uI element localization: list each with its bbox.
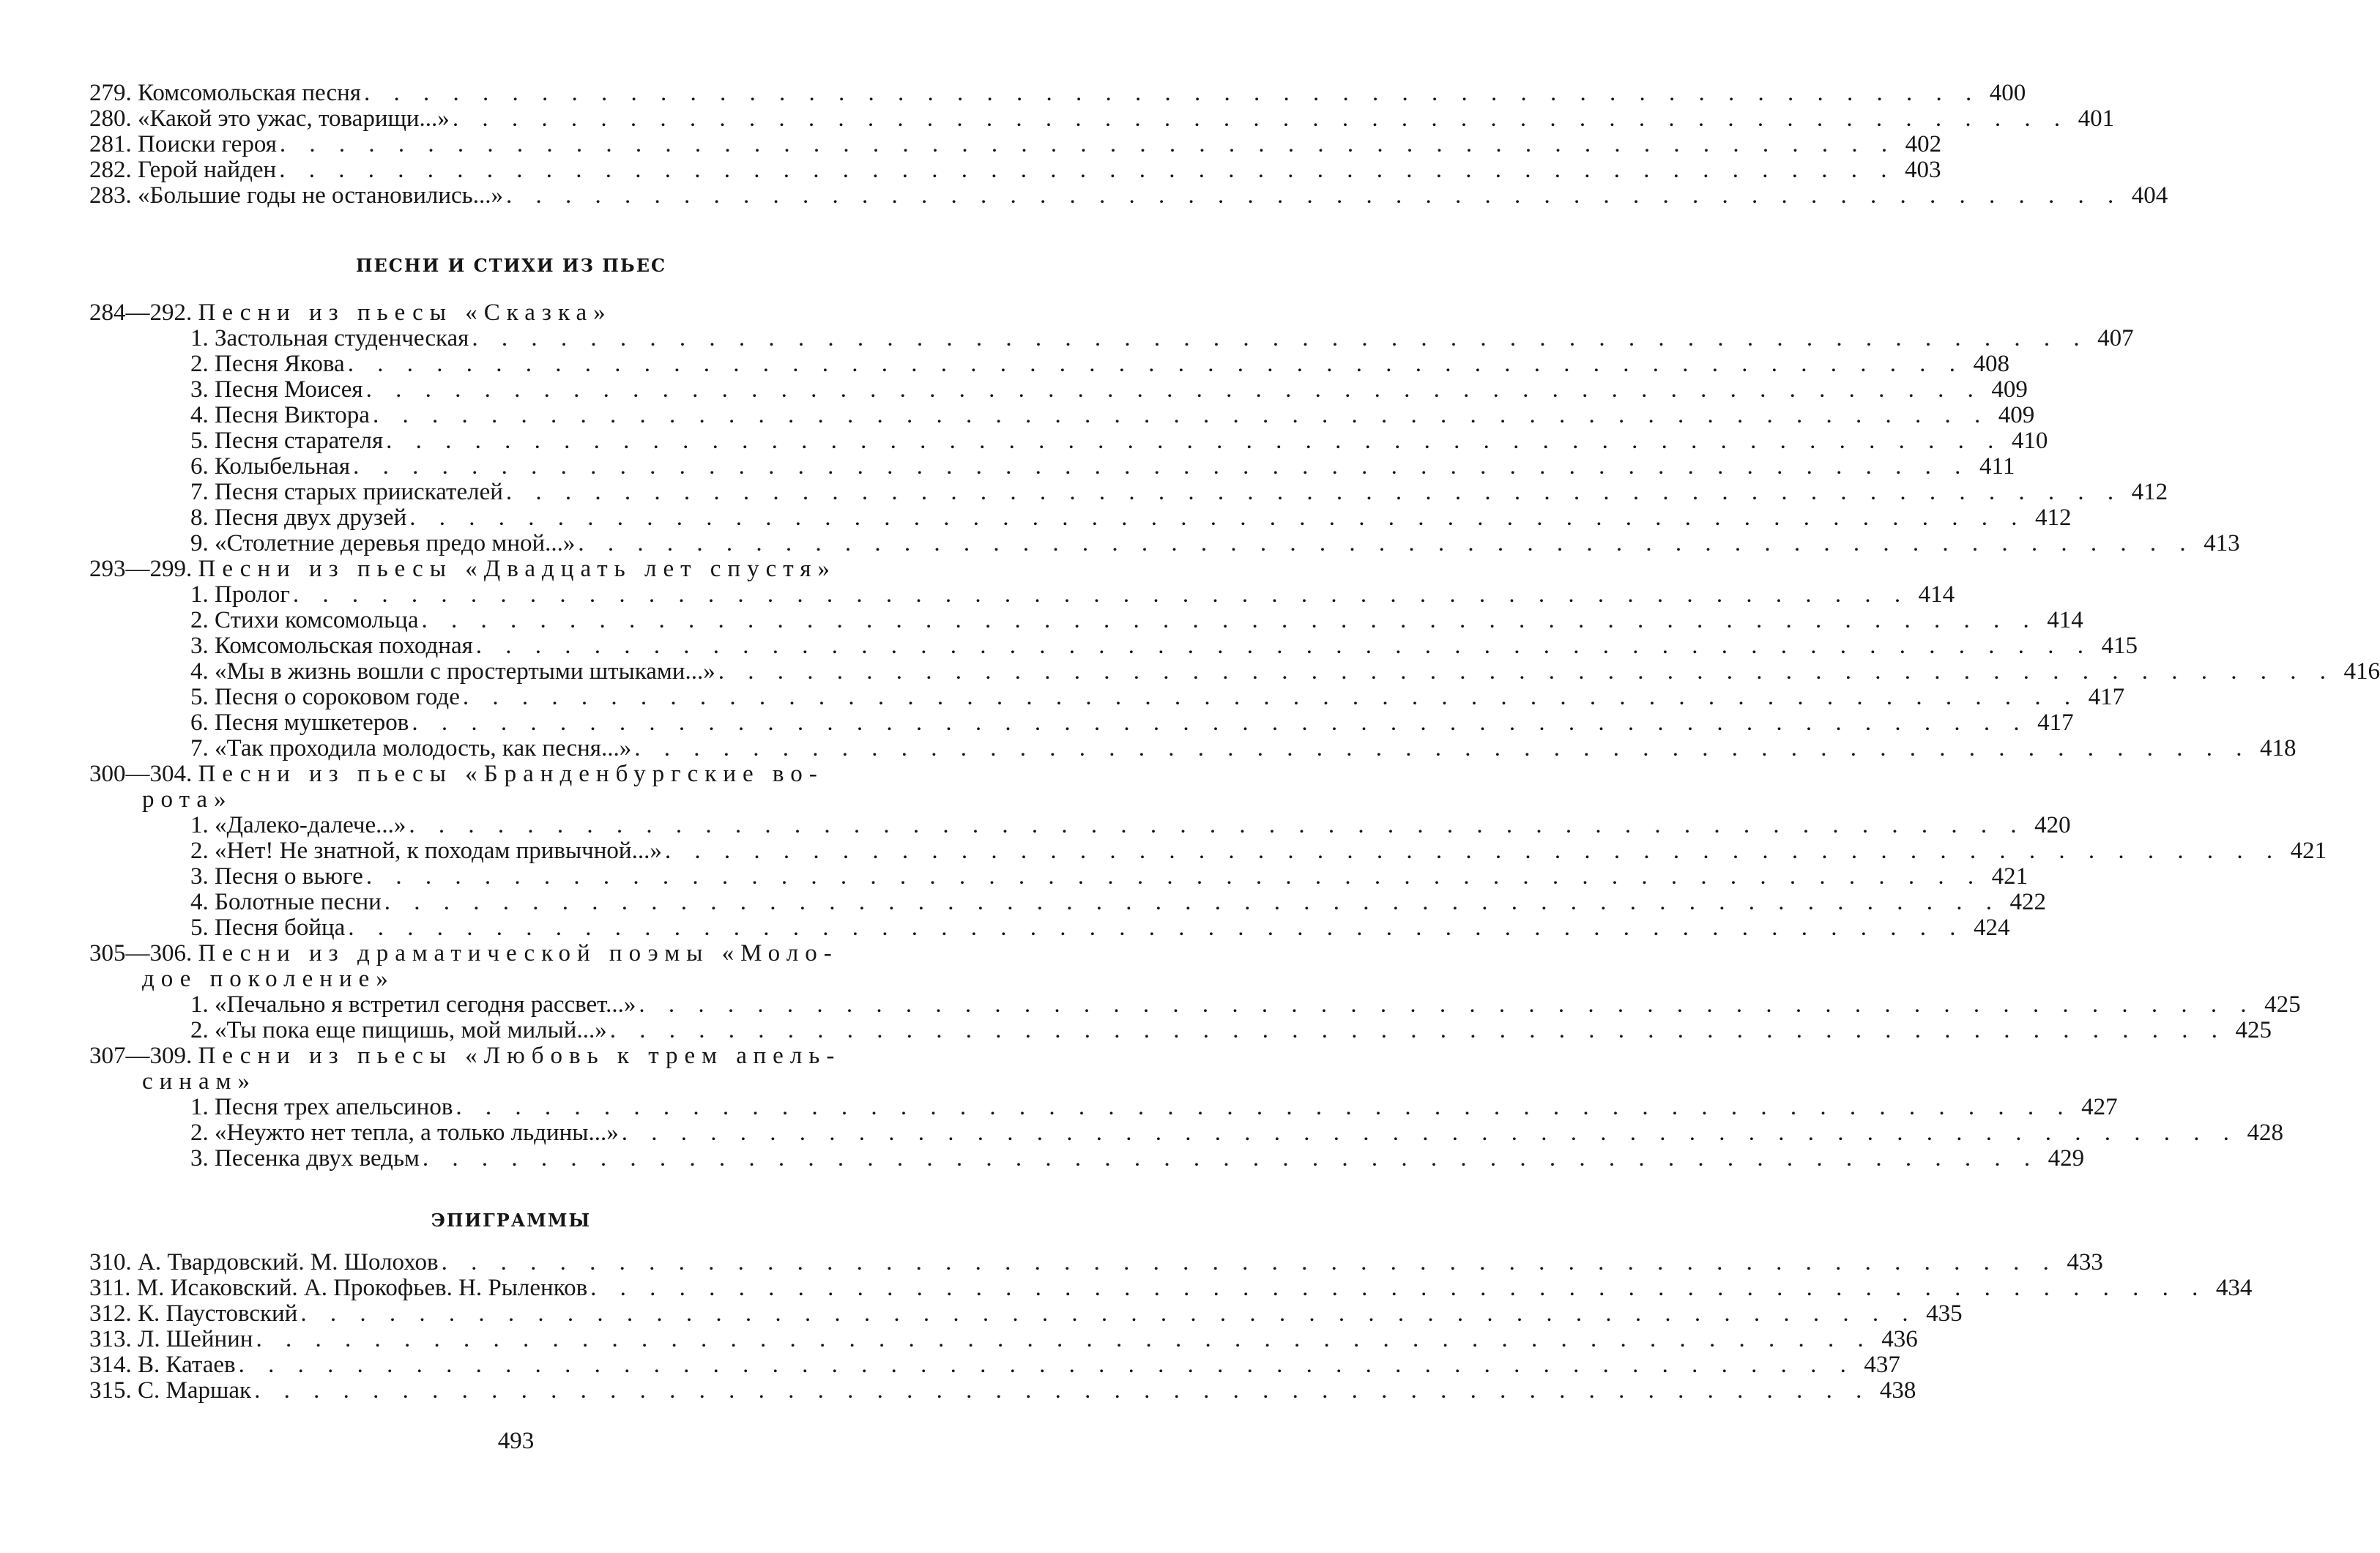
- entry-lead: [89, 1275, 587, 1301]
- entry-lead: [190, 1120, 619, 1146]
- entry-title: Л. Шейнин: [138, 1326, 253, 1352]
- entry-title: Песня старателя: [215, 428, 384, 454]
- entry-lead: [190, 1095, 453, 1120]
- entry-lead: [89, 132, 277, 157]
- group-number: 307—309.: [89, 1043, 193, 1069]
- dot-leader: . . . . . . . . . . . . . . . . . . . . . . . . . . . . . . . . . . . . . . . . . . . . . . . . . . . . . . .: [475, 633, 2093, 659]
- entry-lead: [190, 659, 715, 685]
- toc-entry: [89, 1249, 2103, 1275]
- entry-title: Комсомольская песня: [138, 80, 361, 106]
- toc-subentry: [89, 581, 1955, 608]
- entry-title: «Нет! Не знатной, к походам привычной...»: [215, 838, 662, 864]
- entry-number: 6.: [190, 453, 209, 480]
- group-title-text: синам»: [142, 1068, 256, 1095]
- toc-subentry: [89, 504, 2072, 531]
- entry-lead: [89, 183, 503, 209]
- entry-page: 428: [2247, 1120, 2283, 1146]
- entry-title: Стихи комсомольца: [215, 607, 419, 633]
- dot-leader: . . . . . . . . . . . . . . . . . . . . . . . . . . . . . . . . . . . . . . . . . . . . . . . . . . . . . . .: [409, 504, 2026, 531]
- entry-title: Колыбельная: [215, 453, 351, 480]
- entry-lead: [190, 326, 469, 351]
- toc-subentry: [89, 633, 2138, 659]
- entry-number: 8.: [190, 504, 209, 531]
- page-number: 493: [497, 1428, 535, 1454]
- entry-lead: [190, 428, 383, 454]
- entry-number: 283.: [89, 182, 132, 209]
- entry-lead: [190, 403, 370, 428]
- entry-page: 427: [2081, 1094, 2118, 1120]
- entry-title: Пролог: [215, 581, 290, 608]
- entry-lead: [190, 454, 350, 480]
- dot-leader: . . . . . . . . . . . . . . . . . . . . . . . . . . . . . . . . . . . . . . . . . . . . . . . . . . . . . . .: [578, 530, 2195, 556]
- toc-subentry: [89, 1145, 2085, 1172]
- entry-lead: [190, 710, 409, 736]
- entry-page: 403: [1904, 157, 1941, 183]
- entry-title: А. Твардовский. М. Шолохов: [138, 1249, 439, 1275]
- toc-subentry: [89, 479, 2168, 505]
- group-number: 300—304.: [89, 761, 193, 787]
- entry-page: 435: [1926, 1300, 1963, 1327]
- group-title: [89, 300, 933, 326]
- entry-title: Песенка двух ведьм: [215, 1145, 420, 1172]
- dot-leader: . . . . . . . . . . . . . . . . . . . . . . . . . . . . . . . . . . . . . . . . . . . . . . . . . . . . . . .: [621, 1120, 2238, 1146]
- entry-page: 422: [2009, 889, 2047, 915]
- entry-title: С. Маршак: [138, 1377, 252, 1404]
- entry-lead: [190, 582, 290, 608]
- entry-number: 1.: [190, 812, 209, 838]
- table-of-contents: [89, 80, 2380, 1404]
- dot-leader: . . . . . . . . . . . . . . . . . . . . . . . . . . . . . . . . . . . . . . . . . . . . . . . . . . . . . . .: [363, 80, 1981, 106]
- entry-lead: [190, 480, 503, 505]
- dot-leader: . . . . . . . . . . . . . . . . . . . . . . . . . . . . . . . . . . . . . . . . . . . . . . . . . . . . . . .: [300, 1300, 1917, 1327]
- entry-number: 3.: [190, 633, 209, 659]
- toc-subentry: [89, 325, 2134, 351]
- toc-entry: [89, 1275, 2253, 1301]
- toc-subentry: [89, 428, 2048, 454]
- entry-page: 401: [2078, 105, 2115, 132]
- entry-title: «Какой это ужас, товарищи...»: [138, 105, 450, 132]
- entry-title: «Неужто нет тепла, а только льдины...»: [215, 1120, 619, 1146]
- dot-leader: . . . . . . . . . . . . . . . . . . . . . . . . . . . . . . . . . . . . . . . . . . . . . . . . . . . . . . .: [292, 581, 1910, 608]
- entry-number: 3.: [190, 863, 209, 890]
- toc-subentry: [89, 351, 2009, 377]
- entry-lead: [89, 1352, 236, 1378]
- entry-number: 5.: [190, 428, 209, 454]
- entry-title: «Ты пока еще пищишь, мой милый...»: [215, 1017, 607, 1043]
- toc-subentry: [89, 530, 2240, 556]
- spacer: [89, 209, 933, 251]
- entry-lead: [89, 1250, 439, 1275]
- entry-page: 438: [1879, 1377, 1916, 1404]
- entry-title: «Так проходила молодость, как песня...»: [215, 735, 632, 761]
- dot-leader: . . . . . . . . . . . . . . . . . . . . . . . . . . . . . . . . . . . . . . . . . . . . . . . . . . . . . . .: [365, 863, 1983, 890]
- entry-page: 415: [2101, 633, 2138, 659]
- entry-lead: [89, 1301, 297, 1327]
- dot-leader: . . . . . . . . . . . . . . . . . . . . . . . . . . . . . . . . . . . . . . . . . . . . . . . . . . . . . . .: [421, 607, 2038, 633]
- entry-lead: [190, 838, 662, 864]
- entry-title: «Далеко-далече...»: [215, 812, 406, 838]
- entry-title: Поиски героя: [138, 131, 277, 157]
- entry-number: 7.: [190, 735, 209, 761]
- dot-leader: . . . . . . . . . . . . . . . . . . . . . . . . . . . . . . . . . . . . . . . . . . . . . . . . . . . . . . .: [422, 1145, 2039, 1172]
- toc-subentry: [89, 812, 2071, 838]
- group-title-text: Песни из пьесы «Двадцать лет спустя»: [198, 556, 836, 582]
- toc-entry: [89, 1377, 1916, 1404]
- group-title: [89, 556, 933, 582]
- entry-lead: [190, 377, 363, 403]
- entry-page: 437: [1864, 1352, 1900, 1378]
- entry-number: 4.: [190, 889, 209, 915]
- entry-lead: [89, 81, 361, 106]
- group-number: 293—299.: [89, 556, 193, 582]
- entry-lead: [190, 1146, 420, 1172]
- entry-title: Песня мушкетеров: [215, 710, 409, 736]
- toc-entry: [89, 131, 1942, 157]
- dot-leader: . . . . . . . . . . . . . . . . . . . . . . . . . . . . . . . . . . . . . . . . . . . . . . . . . . . . . . .: [347, 351, 1964, 377]
- toc-subentry: [89, 658, 2380, 685]
- entry-title: «Печально я встретил сегодня рассвет...»: [215, 991, 636, 1018]
- entry-lead: [89, 1327, 253, 1352]
- entry-title: «Большие годы не остановились...»: [138, 182, 503, 209]
- entry-title: Комсомольская походная: [215, 633, 473, 659]
- entry-page: 418: [2259, 735, 2297, 761]
- entry-lead: [190, 351, 345, 377]
- entry-lead: [190, 992, 636, 1018]
- entry-lead: [190, 633, 473, 659]
- group-title-text: Песни из пьесы «Бранденбургские во-: [198, 761, 824, 787]
- section-heading: ПЕСНИ И СТИХИ ИЗ ПЬЕС: [355, 255, 667, 276]
- dot-leader: . . . . . . . . . . . . . . . . . . . . . . . . . . . . . . . . . . . . . . . . . . . . . . . . . . . . . . .: [254, 1377, 1871, 1404]
- entry-title: Песня о вьюге: [215, 863, 363, 890]
- group-title-text: рота»: [142, 786, 233, 813]
- dot-leader: . . . . . . . . . . . . . . . . . . . . . . . . . . . . . . . . . . . . . . . . . . . . . . . . . . . . . . .: [590, 1275, 2207, 1301]
- entry-lead: [190, 813, 406, 838]
- dot-leader: . . . . . . . . . . . . . . . . . . . . . . . . . . . . . . . . . . . . . . . . . . . . . . . . . . . . . . .: [505, 479, 2123, 505]
- dot-leader: . . . . . . . . . . . . . . . . . . . . . . . . . . . . . . . . . . . . . . . . . . . . . . . . . . . . . . .: [372, 402, 1990, 428]
- entry-page: 407: [2097, 325, 2134, 351]
- entry-page: 409: [1998, 402, 2035, 428]
- entry-number: 4.: [190, 658, 209, 685]
- group-number: 284—292.: [89, 299, 193, 326]
- toc-subentry: [89, 402, 2035, 428]
- entry-number: 282.: [89, 157, 132, 183]
- entry-title: Песня о сороковом годе: [215, 684, 460, 710]
- toc-subentry: [89, 915, 2010, 941]
- entry-number: 2.: [190, 1120, 209, 1146]
- entry-page: 420: [2034, 812, 2071, 838]
- group-title-text: Песни из драматической поэмы «Моло-: [198, 940, 838, 967]
- dot-leader: . . . . . . . . . . . . . . . . . . . . . . . . . . . . . . . . . . . . . . . . . . . . . . . . . . . . . . .: [365, 376, 1982, 403]
- entry-number: 2.: [190, 351, 209, 377]
- dot-leader: . . . . . . . . . . . . . . . . . . . . . . . . . . . . . . . . . . . . . . . . . . . . . . . . . . . . . . .: [348, 915, 1965, 941]
- entry-page: 408: [1973, 351, 2009, 377]
- spacer: [89, 280, 933, 300]
- entry-lead: [89, 106, 450, 132]
- entry-page: 421: [1991, 863, 2028, 890]
- entry-title: Застольная студенческая: [215, 325, 469, 351]
- entry-page: 411: [1979, 453, 2015, 480]
- dot-leader: . . . . . . . . . . . . . . . . . . . . . . . . . . . . . . . . . . . . . . . . . . . . . . . . . . . . . . .: [664, 838, 2282, 864]
- entry-number: 281.: [89, 131, 132, 157]
- dot-leader: . . . . . . . . . . . . . . . . . . . . . . . . . . . . . . . . . . . . . . . . . . . . . . . . . . . . . . .: [472, 325, 2089, 351]
- entry-page: 424: [1974, 915, 2010, 941]
- toc-subentry: [89, 991, 2301, 1018]
- entry-number: 2.: [190, 607, 209, 633]
- entry-page: 402: [1905, 131, 1942, 157]
- entry-page: 429: [2048, 1145, 2085, 1172]
- toc-entry: [89, 1300, 1963, 1327]
- entry-lead: [190, 608, 418, 633]
- entry-number: 314.: [89, 1352, 132, 1378]
- entry-lead: [190, 531, 575, 556]
- entry-page: 414: [1918, 581, 1955, 608]
- entry-title: Песня Моисея: [215, 376, 363, 403]
- entry-number: 280.: [89, 105, 132, 132]
- dot-leader: . . . . . . . . . . . . . . . . . . . . . . . . . . . . . . . . . . . . . . . . . . . . . . . . . . . . . . .: [452, 105, 2070, 132]
- toc-subentry: [89, 376, 2028, 403]
- toc-subentry: [89, 453, 2015, 480]
- toc-subentry: [89, 1120, 2283, 1146]
- dot-leader: . . . . . . . . . . . . . . . . . . . . . . . . . . . . . . . . . . . . . . . . . . . . . . . . . . . . . . .: [441, 1249, 2058, 1275]
- entry-page: 400: [1989, 80, 2026, 106]
- entry-page: 404: [2131, 182, 2168, 209]
- entry-lead: [190, 505, 406, 531]
- dot-leader: . . . . . . . . . . . . . . . . . . . . . . . . . . . . . . . . . . . . . . . . . . . . . . . . . . . . . . .: [353, 453, 1970, 480]
- group-title-text: Песни из пьесы «Любовь к трем апель-: [198, 1043, 841, 1069]
- toc-entry: [89, 105, 2115, 132]
- entry-lead: [190, 890, 382, 915]
- entry-page: 413: [2204, 530, 2240, 556]
- entry-title: В. Катаев: [138, 1352, 236, 1378]
- entry-number: 5.: [190, 684, 209, 710]
- entry-page: 416: [2343, 658, 2380, 685]
- entry-number: 3.: [190, 1145, 209, 1172]
- group-title: [89, 761, 933, 787]
- dot-leader: . . . . . . . . . . . . . . . . . . . . . . . . . . . . . . . . . . . . . . . . . . . . . . . . . . . . . . .: [639, 991, 2256, 1018]
- entry-page: 425: [2235, 1017, 2272, 1043]
- entry-number: 1.: [190, 1094, 209, 1120]
- dot-leader: . . . . . . . . . . . . . . . . . . . . . . . . . . . . . . . . . . . . . . . . . . . . . . . . . . . . . . .: [455, 1094, 2072, 1120]
- entry-page: 410: [2011, 428, 2048, 454]
- entry-number: 6.: [190, 710, 209, 736]
- toc-subentry: [89, 710, 2074, 736]
- entry-page: 425: [2264, 991, 2301, 1018]
- dot-leader: . . . . . . . . . . . . . . . . . . . . . . . . . . . . . . . . . . . . . . . . . . . . . . . . . . . . . . .: [634, 735, 2251, 761]
- entry-number: 315.: [89, 1377, 132, 1404]
- entry-page: 434: [2215, 1275, 2253, 1301]
- toc-subentry: [89, 607, 2083, 633]
- group-title-text: дое поколение»: [142, 966, 395, 992]
- dot-leader: . . . . . . . . . . . . . . . . . . . . . . . . . . . . . . . . . . . . . . . . . . . . . . . . . . . . . . .: [505, 182, 2123, 209]
- entry-title: Песня Якова: [215, 351, 345, 377]
- entry-title: «Мы в жизнь вошли с простертыми штыками...»: [215, 658, 715, 685]
- section-heading: ЭПИГРАММЫ: [431, 1210, 592, 1231]
- group-title: [89, 967, 933, 992]
- entry-lead: [89, 157, 276, 183]
- entry-number: 9.: [190, 530, 209, 556]
- entry-number: 311.: [89, 1275, 131, 1301]
- toc-entry: [89, 1352, 1900, 1378]
- entry-number: 312.: [89, 1300, 132, 1327]
- toc-entry: [89, 182, 2168, 209]
- entry-page: 412: [2131, 479, 2168, 505]
- entry-page: 433: [2067, 1249, 2103, 1275]
- group-number: 305—306.: [89, 940, 193, 967]
- dot-leader: . . . . . . . . . . . . . . . . . . . . . . . . . . . . . . . . . . . . . . . . . . . . . . . . . . . . . . .: [384, 889, 2001, 915]
- entry-page: 417: [2088, 684, 2125, 710]
- entry-number: 5.: [190, 915, 209, 941]
- group-title: [89, 1043, 933, 1069]
- entry-page: 409: [1991, 376, 2028, 403]
- entry-page: 412: [2034, 504, 2072, 531]
- toc-entry: [89, 157, 1941, 183]
- entry-lead: [190, 1018, 607, 1043]
- entry-number: 2.: [190, 838, 209, 864]
- toc-entry: [89, 1326, 1918, 1352]
- entry-number: 2.: [190, 1017, 209, 1043]
- group-title: [89, 787, 933, 813]
- group-title-text: Песни из пьесы «Сказка»: [198, 299, 612, 326]
- entry-number: 310.: [89, 1249, 132, 1275]
- entry-number: 7.: [190, 479, 209, 505]
- toc-subentry: [89, 863, 2028, 890]
- entry-page: 414: [2047, 607, 2083, 633]
- entry-number: 3.: [190, 376, 209, 403]
- entry-title: К. Паустовский: [138, 1300, 298, 1327]
- toc-subentry: [89, 1017, 2272, 1043]
- toc-subentry: [89, 838, 2327, 864]
- entry-title: М. Исаковский. А. Прокофьев. Н. Рыленков: [136, 1275, 588, 1301]
- spacer: [89, 1235, 933, 1250]
- entry-title: Песня Виктора: [215, 402, 370, 428]
- entry-lead: [190, 915, 345, 941]
- dot-leader: . . . . . . . . . . . . . . . . . . . . . . . . . . . . . . . . . . . . . . . . . . . . . . . . . . . . . . .: [279, 157, 1896, 183]
- spacer: [89, 1172, 933, 1206]
- dot-leader: . . . . . . . . . . . . . . . . . . . . . . . . . . . . . . . . . . . . . . . . . . . . . . . . . . . . . . .: [238, 1352, 1855, 1378]
- toc-subentry: [89, 889, 2047, 915]
- entry-number: 1.: [190, 325, 209, 351]
- entry-number: 1.: [190, 991, 209, 1018]
- toc-entry: [89, 80, 2026, 106]
- dot-leader: . . . . . . . . . . . . . . . . . . . . . . . . . . . . . . . . . . . . . . . . . . . . . . . . . . . . . . .: [609, 1017, 2226, 1043]
- entry-number: 4.: [190, 402, 209, 428]
- group-title: [89, 1069, 933, 1095]
- entry-title: Песня двух друзей: [215, 504, 407, 531]
- entry-number: 313.: [89, 1326, 132, 1352]
- entry-title: Песня бойца: [215, 915, 346, 941]
- entry-number: 279.: [89, 80, 132, 106]
- group-title: [89, 941, 933, 967]
- entry-title: Герой найден: [138, 157, 277, 183]
- entry-page: 436: [1881, 1326, 1918, 1352]
- entry-lead: [190, 685, 460, 710]
- entry-title: Песня старых приискателей: [215, 479, 503, 505]
- toc-subentry: [89, 684, 2125, 710]
- entry-lead: [89, 1378, 251, 1404]
- entry-page: 417: [2037, 710, 2074, 736]
- dot-leader: . . . . . . . . . . . . . . . . . . . . . . . . . . . . . . . . . . . . . . . . . . . . . . . . . . . . . . .: [256, 1326, 1873, 1352]
- entry-title: Песня трех апельсинов: [215, 1094, 453, 1120]
- entry-page: 421: [2290, 838, 2327, 864]
- dot-leader: . . . . . . . . . . . . . . . . . . . . . . . . . . . . . . . . . . . . . . . . . . . . . . . . . . . . . . .: [718, 658, 2335, 685]
- entry-title: «Столетние деревья предо мной...»: [215, 530, 576, 556]
- dot-leader: . . . . . . . . . . . . . . . . . . . . . . . . . . . . . . . . . . . . . . . . . . . . . . . . . . . . . . .: [412, 710, 2028, 736]
- entry-lead: [190, 736, 631, 761]
- dot-leader: . . . . . . . . . . . . . . . . . . . . . . . . . . . . . . . . . . . . . . . . . . . . . . . . . . . . . . .: [386, 428, 2003, 454]
- dot-leader: . . . . . . . . . . . . . . . . . . . . . . . . . . . . . . . . . . . . . . . . . . . . . . . . . . . . . . .: [409, 812, 2026, 838]
- entry-lead: [190, 864, 363, 890]
- entry-number: 1.: [190, 581, 209, 608]
- dot-leader: . . . . . . . . . . . . . . . . . . . . . . . . . . . . . . . . . . . . . . . . . . . . . . . . . . . . . . .: [279, 131, 1897, 157]
- entry-title: Болотные песни: [215, 889, 382, 915]
- toc-subentry: [89, 735, 2297, 761]
- toc-subentry: [89, 1094, 2118, 1120]
- dot-leader: . . . . . . . . . . . . . . . . . . . . . . . . . . . . . . . . . . . . . . . . . . . . . . . . . . . . . . .: [462, 684, 2080, 710]
